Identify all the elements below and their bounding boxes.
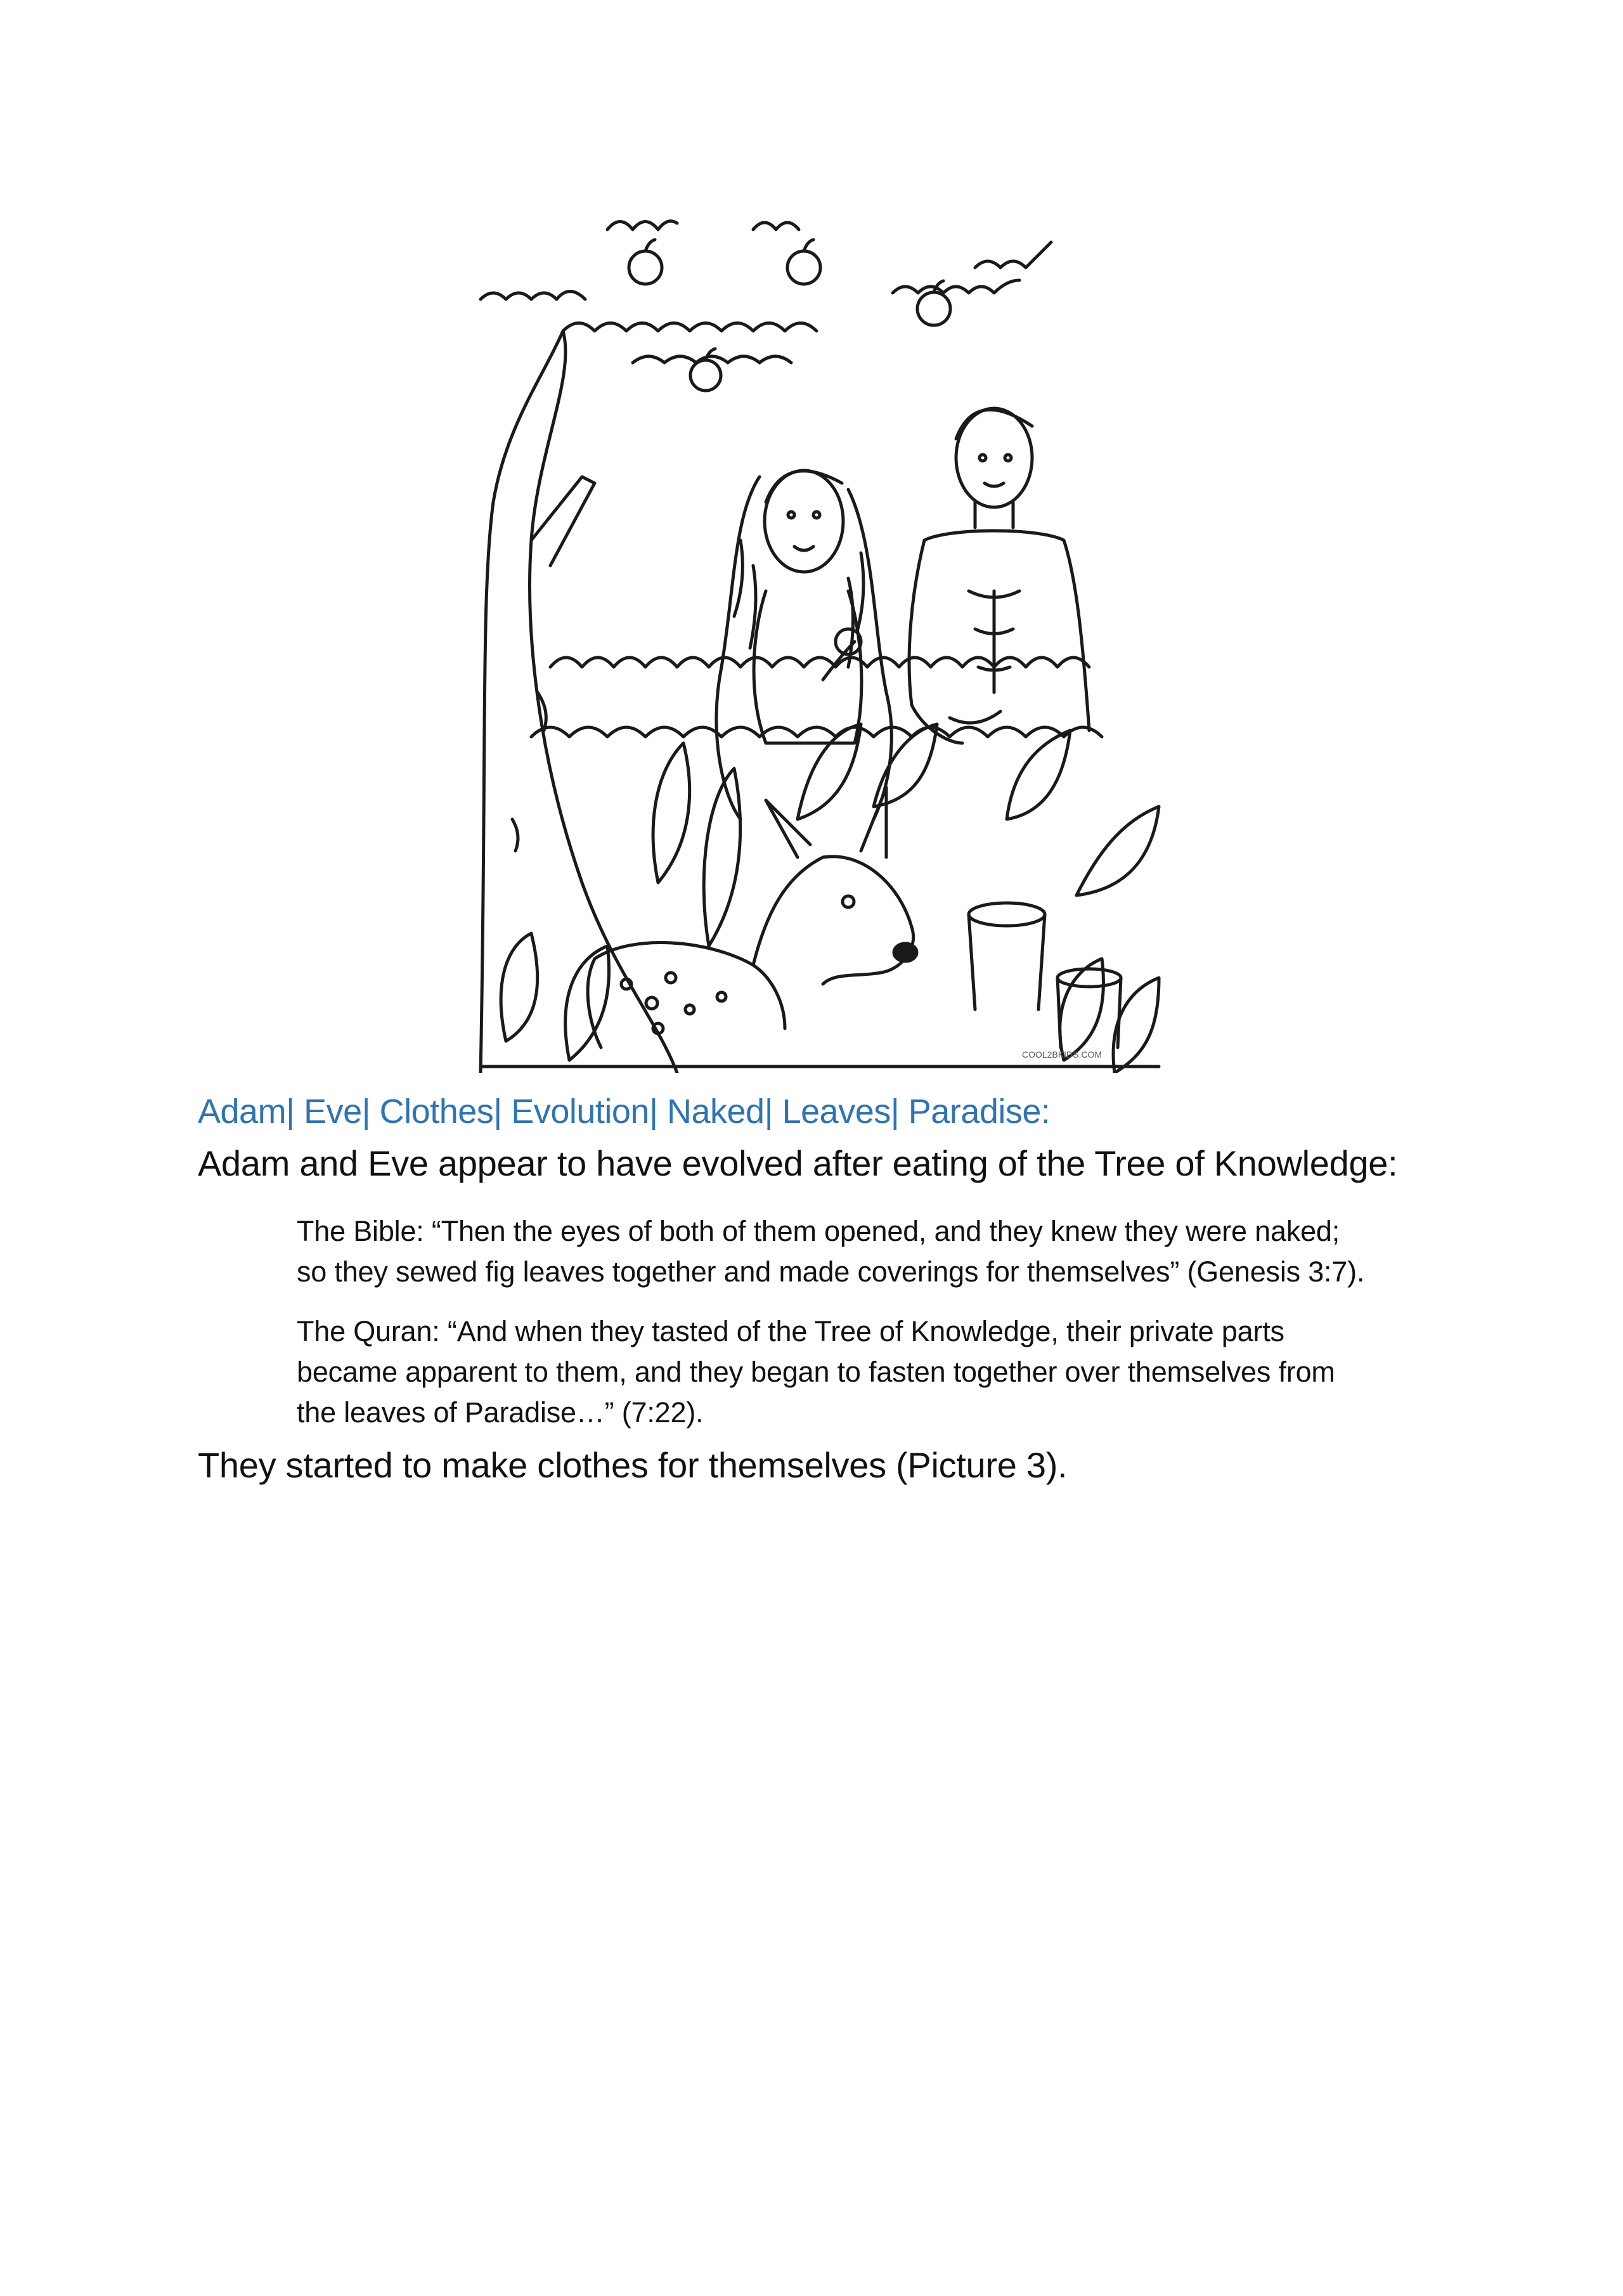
quran-quote-line: The Quran: “And when they tasted of the Tree of Knowledge, their private parts	[297, 1315, 1284, 1347]
bushes	[531, 658, 1102, 737]
tree-trunk	[481, 331, 677, 1073]
tree-stump	[969, 903, 1121, 1047]
keyword-heading: Adam| Eve| Clothes| Evolution| Naked| Leaves| Paradise:	[198, 1093, 1051, 1131]
eve-figure	[716, 470, 891, 819]
closing-paragraph: They started to make clothes for themselves (Picture 3).	[198, 1445, 1068, 1485]
deer-figure	[588, 788, 917, 1047]
watermark-text: COOL2BKIDS.COM	[1021, 1049, 1102, 1060]
quran-quote-line: became apparent to them, and they began to fasten together over themselves from	[297, 1356, 1335, 1388]
adam-figure	[909, 408, 1089, 743]
intro-paragraph: Adam and Eve appear to have evolved after eating of the Tree of Knowledge:	[198, 1143, 1398, 1183]
bible-quote-line: The Bible: “Then the eyes of both of them opened, and they knew they were naked;	[297, 1215, 1340, 1247]
quran-quote	[297, 1311, 1451, 1433]
adam-and-eve-illustration	[468, 185, 1165, 1073]
bible-quote-line: so they sewed fig leaves together and made coverings for themselves” (Genesis 3:7).	[297, 1255, 1365, 1288]
quran-quote-line: the leaves of Paradise…” (7:22).	[297, 1396, 704, 1429]
bible-quote	[297, 1211, 1451, 1292]
